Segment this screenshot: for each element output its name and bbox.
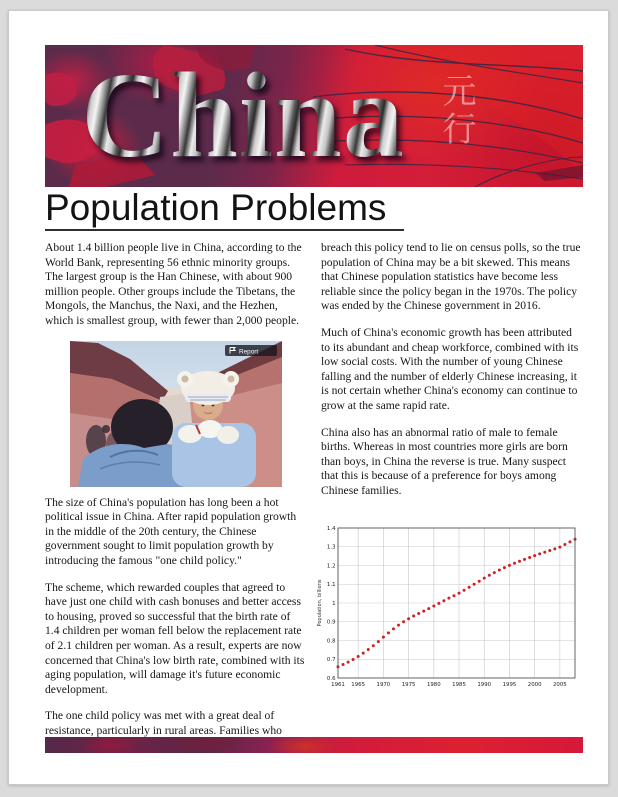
svg-text:1975: 1975 [401,681,416,688]
svg-text:Population, billions: Population, billions [317,578,323,627]
paragraph: The size of China's population has long been a hot political issue in China. After rapid population growth in the middle of the 20th century, the Chinese government sought to limit population growth by introducing the famous "one child policy." [45,495,297,567]
paragraph: The one child policy was met with a great deal of resistance, particularly in rural areas. Families who [45,709,282,737]
svg-text:2005: 2005 [553,681,567,688]
svg-text:1965: 1965 [351,681,366,688]
svg-text:1.3: 1.3 [326,544,336,551]
svg-text:1980: 1980 [426,681,441,688]
footer-banner-image [45,737,583,753]
report-badge-label: Report [239,347,259,355]
paragraph: Much of China's economic growth has been attributed to its abundant and cheap workforce, combined with its low social costs. With the number of young Chinese falling and the number of elderly Chinese increasing, it is not certain whether China's economy can continue to grow at the same rapid rate. [321,325,579,412]
article-body [45,241,583,750]
svg-text:2000: 2000 [527,681,542,688]
page-title-text: Population Problems [45,187,404,231]
china-banner-image [45,45,583,187]
right-column [317,241,583,750]
svg-text:1995: 1995 [502,681,517,688]
svg-text:1.4: 1.4 [326,525,336,532]
svg-text:1.1: 1.1 [326,581,336,588]
page-title [45,185,583,231]
svg-text:1961: 1961 [331,681,345,688]
paragraph: About 1.4 billion people live in China, according to the World Bank, representing 56 ethnic minority groups. The largest group is the Han Chinese, with about 900 million people. Other groups include the Tibetans, the Mongols, the Manchus, the Naxi, and the Hezhen, which is smallest group, with fewer than 2,000 people. [45,241,302,327]
svg-text:0.6: 0.6 [326,675,336,682]
svg-text:1.2: 1.2 [326,562,336,569]
population-chart-svg [315,519,585,691]
paragraph: breach this policy tend to lie on census polls, so the true population of China may be a bit skewed. This means that Chinese population statistics have become less reliable since the policy began in the 1970s. The policy was ended by the Chinese government in 2016. [321,241,581,313]
svg-text:1: 1 [332,600,336,607]
population-chart [315,519,585,691]
left-column [45,241,307,750]
svg-text:1970: 1970 [376,681,391,688]
banner-chinese-characters: 元行 [436,73,476,149]
document-page [8,10,609,785]
china-photo [70,341,282,487]
paragraph: China also has an abnormal ratio of male to female births. Whereas in most countries more girls are born than boys, in China the reverse is true. Many suspect that this is because of a preference for boys among Chinese families. [321,425,568,497]
photo-artwork [70,341,282,487]
svg-text:1990: 1990 [477,681,492,688]
report-badge [225,345,277,356]
paragraph: The scheme, which rewarded couples that agreed to have just one child with cash bonuses and better access to housing, proved so successful that the birth rate of 1.4 children per woman fell below the replacement rate of 2.1 children per woman. As a result, experts are now concerned that China's low birth rate, combined with its aging population, will damage it's future economic development. [45,580,305,696]
svg-text:0.7: 0.7 [326,656,336,663]
svg-text:0.9: 0.9 [326,619,336,626]
banner-wordmark: China [81,45,405,187]
svg-text:0.8: 0.8 [326,637,336,644]
svg-text:1985: 1985 [452,681,466,688]
